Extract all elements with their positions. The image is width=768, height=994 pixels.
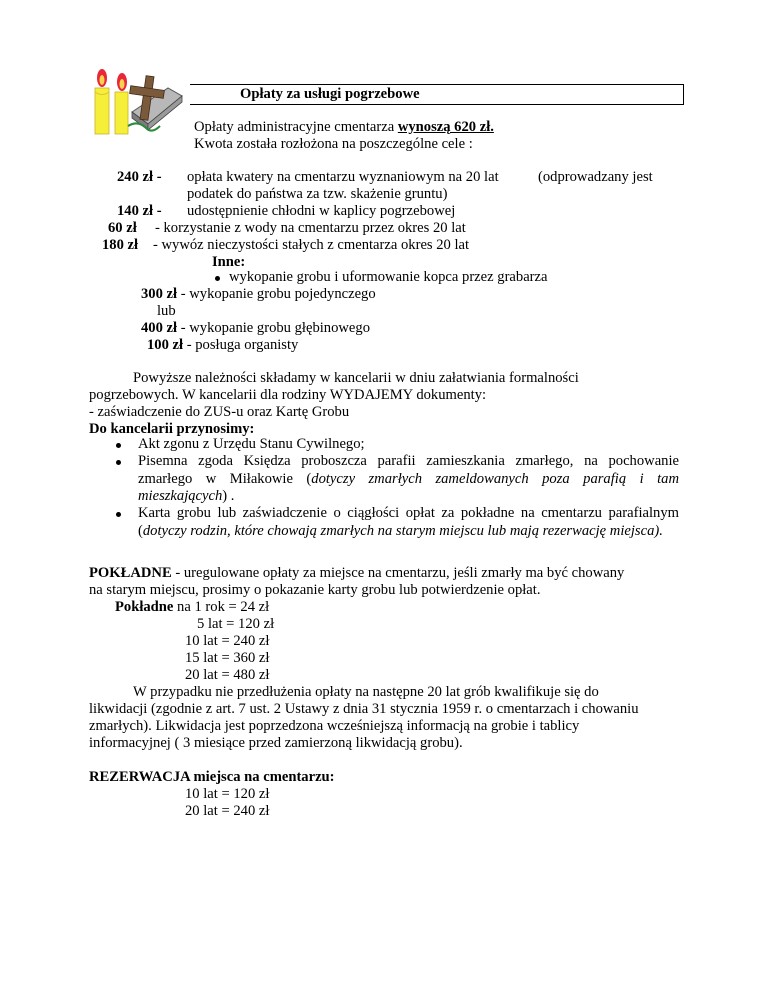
rezerwacja-rate-10: 10 lat = 120 zł <box>185 786 270 802</box>
fee-desc-240: opłata kwatery na cmentarzu wyznaniowym na 20 lat <box>187 169 499 185</box>
fee-amount-180: 180 zł <box>102 237 139 253</box>
kancelaria-item-3-italic: dotyczy rodzin, które chowają zmarłych na starym miejscu lub mają rezerwację miejsca). <box>142 522 663 539</box>
rezerwacja-heading: REZERWACJA miejsca na cmentarzu: <box>89 769 335 785</box>
intro-prefix: Opłaty administracyjne cmentarza <box>194 119 398 135</box>
inne-amount-300: 300 zł <box>141 286 178 302</box>
inne-heading: Inne: <box>212 254 246 270</box>
inne-amount-400: 400 zł <box>141 320 178 336</box>
inne-item-300 <box>141 286 376 303</box>
bullet-icon <box>116 443 121 448</box>
pokladne-heading: POKŁADNE <box>89 565 172 581</box>
pokladne-rates-label: Pokładne <box>115 599 174 615</box>
kancelaria-item-2 <box>138 453 679 506</box>
pokladne-rate-1-value: na 1 rok = 24 zł <box>177 599 270 615</box>
pokladne-desc-1: - uregulowane opłaty za miejsce na cmentarzu, jeśli zmarły ma być chowany <box>171 565 625 581</box>
pokladne-rate-10: 10 lat = 240 zł <box>185 633 270 649</box>
intro-line-2: Kwota została rozłożona na poszczególne cele : <box>194 136 473 152</box>
kancelaria-item-1: Akt zgonu z Urzędu Stanu Cywilnego; <box>138 436 365 452</box>
fee-desc-180: - wywóz nieczystości stałych z cmentarza okres 20 lat <box>153 237 470 253</box>
pokladne-line-2: na starym miejscu, prosimy o pokazanie karty grobu lub potwierdzenie opłat. <box>89 582 541 598</box>
inne-desc-400: - wykopanie grobu głębinowego <box>177 320 370 336</box>
fee-desc-140: udostępnienie chłodni w kaplicy pogrzebowej <box>187 203 456 219</box>
bullet-icon <box>116 460 121 465</box>
fee-desc-60: - korzystanie z wody na cmentarzu przez okres 20 lat <box>155 220 466 236</box>
pokladne-note-1: W przypadku nie przedłużenia opłaty na następne 20 lat grób kwalifikuje się do <box>133 684 599 700</box>
rezerwacja-rate-20: 20 lat = 240 zł <box>185 803 270 819</box>
kancelaria-line-1: Powyższe należności składamy w kancelarii w dniu załatwiania formalności <box>133 370 579 386</box>
bullet-icon <box>215 276 220 281</box>
pokladne-rate-5: 5 lat = 120 zł <box>197 616 275 632</box>
pokladne-rate-15: 15 lat = 360 zł <box>185 650 270 666</box>
kancelaria-item-3 <box>138 505 679 540</box>
inne-item-lub: lub <box>157 303 176 319</box>
pokladne-line-1 <box>89 565 624 582</box>
kancelaria-line-2: pogrzebowych. W kancelarii dla rodziny WYDAJEMY dokumenty: <box>89 387 487 403</box>
intro-line-1 <box>194 119 494 136</box>
fee-amount-240: 240 zł - <box>117 169 162 185</box>
pokladne-note-3: zmarłych). Likwidacja jest poprzedzona wcześniejszą informacją na grobie i tablicy <box>89 718 580 734</box>
pokladne-rate-1 <box>115 599 269 616</box>
inne-amount-100: 100 zł <box>147 337 184 353</box>
kancelaria-item-2-text: Pisemna zgoda Księdza proboszcza parafii zamieszkania zmarłego, na pochowanie zmarłego w Miłakowie ( <box>138 453 679 487</box>
kancelaria-item-3-text: Karta grobu lub zaświadczenie o ciągłości opłat za pokładne na cmentarzu parafialnym ( <box>138 505 679 539</box>
candles-cross-book-illustration <box>88 66 184 138</box>
inne-item-100 <box>147 337 298 354</box>
kancelaria-item-2-italic: dotyczy zmarłych zameldowanych poza parafią i tam mieszkających <box>138 470 679 504</box>
fee-amount-140: 140 zł - <box>117 203 162 219</box>
inne-desc-300: - wykopanie grobu pojedynczego <box>177 286 376 302</box>
fee-desc2-240: podatek do państwa za tzw. skażenie gruntu) <box>187 186 448 202</box>
pokladne-note-4: informacyjnej ( 3 miesiące przed zamierzoną likwidacją grobu). <box>89 735 463 751</box>
inne-desc-100: - posługa organisty <box>183 337 299 353</box>
kancelaria-item-2-tail: ) . <box>222 488 235 504</box>
page-title: Opłaty za usługi pogrzebowe <box>240 86 420 102</box>
pokladne-note-2: likwidacji (zgodnie z art. 7 ust. 2 Ustawy z dnia 31 stycznia 1959 r. o cmentarzach i chowaniu <box>89 701 639 717</box>
fee-amount-60: 60 zł <box>108 220 137 236</box>
inne-item-400 <box>141 320 370 337</box>
fee-extra-240: (odprowadzany jest <box>538 169 653 185</box>
intro-amount: wynoszą 620 zł. <box>397 119 494 135</box>
pokladne-rate-20: 20 lat = 480 zł <box>185 667 270 683</box>
inne-bullet-text: wykopanie grobu i uformowanie kopca przez grabarza <box>229 269 548 285</box>
kancelaria-heading: Do kancelarii przynosimy: <box>89 421 255 437</box>
kancelaria-line-3: - zaświadczenie do ZUS-u oraz Kartę Grobu <box>89 404 350 420</box>
bullet-icon <box>116 512 121 517</box>
